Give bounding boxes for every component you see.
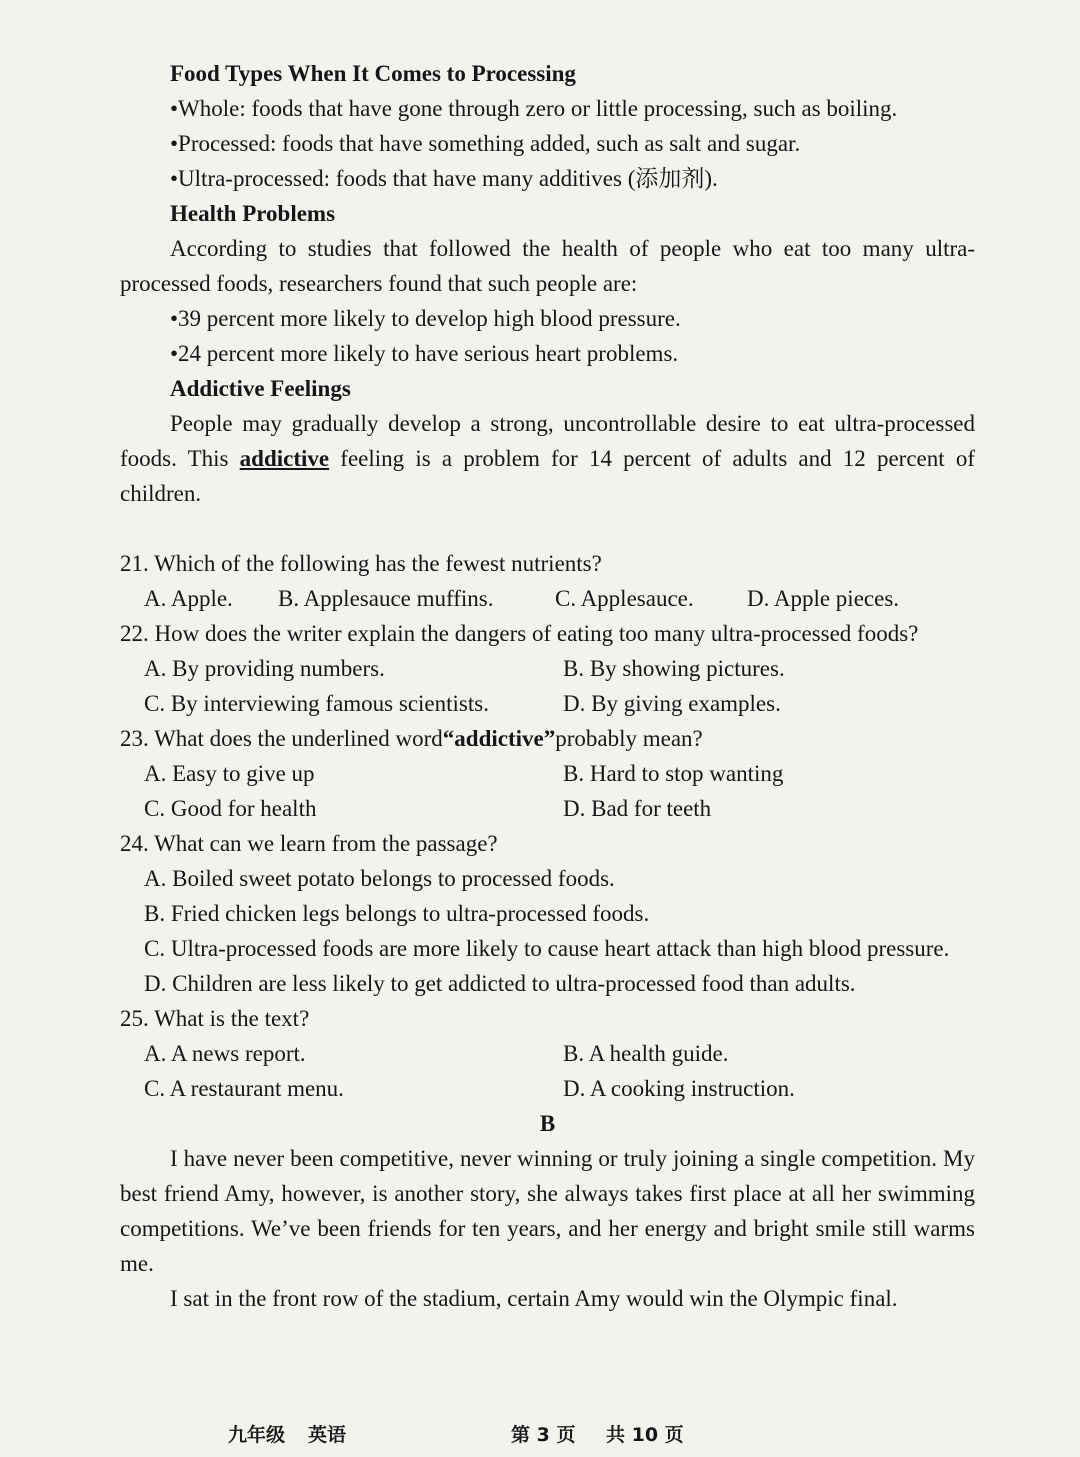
option-21d[interactable]: D. Apple pieces. <box>747 586 900 611</box>
bullet-processed: •Processed: foods that have something added, such as salt and sugar. <box>170 131 801 156</box>
bullet-whole: •Whole: foods that have gone through zero or little processing, such as boiling. <box>170 96 898 121</box>
option-22c[interactable]: C. By interviewing famous scientists. <box>144 691 489 716</box>
passage-b-paragraph-2: I sat in the front row of the stadium, certain Amy would win the Olympic final. <box>170 1286 898 1311</box>
option-21c[interactable]: C. Applesauce. <box>555 586 694 611</box>
option-24c[interactable]: C. Ultra-processed foods are more likely to cause heart attack than high blood pressure. <box>144 936 950 961</box>
option-23a[interactable]: A. Easy to give up <box>144 761 315 786</box>
option-24d[interactable]: D. Children are less likely to get addicted to ultra-processed food than adults. <box>144 971 856 996</box>
question-25: 25. What is the text? <box>120 1006 310 1031</box>
option-25d[interactable]: D. A cooking instruction. <box>563 1076 795 1101</box>
option-22a[interactable]: A. By providing numbers. <box>144 656 385 681</box>
question-22: 22. How does the writer explain the dangers of eating too many ultra-processed foods? <box>120 621 919 646</box>
option-25c[interactable]: C. A restaurant menu. <box>144 1076 344 1101</box>
spacer <box>120 511 975 546</box>
section-heading-food-types: Food Types When It Comes to Processing <box>170 61 576 86</box>
section-heading-addictive: Addictive Feelings <box>170 376 351 401</box>
stat-blood-pressure: •39 percent more likely to develop high blood pressure. <box>170 306 681 331</box>
footer-total-pages: 共 10 页 <box>606 1424 684 1446</box>
question-23-pre: 23. What does the underlined word <box>120 726 443 751</box>
addictive-paragraph <box>120 406 975 511</box>
footer-subject: 英语 <box>308 1424 347 1446</box>
question-23-options-row2 <box>120 791 975 826</box>
addictive-text-pre: People may gradually develop a strong, uncontrollable desire to eat ultra-processed foods. This <box>120 411 975 471</box>
option-25a[interactable]: A. A news report. <box>144 1041 306 1066</box>
question-25-options-row2 <box>120 1071 975 1106</box>
question-23-word: “addictive” <box>442 726 556 751</box>
bullet-ultra-processed: •Ultra-processed: foods that have many additives (添加剂). <box>170 166 718 191</box>
option-24b[interactable]: B. Fried chicken legs belongs to ultra-processed foods. <box>144 901 650 926</box>
option-23b[interactable]: B. Hard to stop wanting <box>563 761 784 786</box>
passage-b-paragraph-1: I have never been competitive, never winning or truly joining a single competition. My best friend Amy, however, is another story, she always takes first place at all her swimming competitions. We’ve been friends for ten years, and her energy and bright smile still warms me. <box>120 1146 975 1276</box>
question-23-post: probably mean? <box>555 726 703 751</box>
question-21-options <box>120 581 975 616</box>
option-25b[interactable]: B. A health guide. <box>563 1041 729 1066</box>
stat-heart: •24 percent more likely to have serious heart problems. <box>170 341 679 366</box>
footer-page-number: 第 3 页 <box>511 1424 576 1446</box>
underlined-word: addictive <box>239 446 330 471</box>
question-23-options-row1 <box>120 756 975 791</box>
question-23 <box>120 721 975 756</box>
passage-b-label: B <box>539 1111 556 1136</box>
addictive-text-post: feeling is a problem for 14 percent of adults and 12 percent of children. <box>120 446 975 506</box>
question-25-options-row1 <box>120 1036 975 1071</box>
question-22-options-row1 <box>120 651 975 686</box>
option-21a[interactable]: A. Apple. <box>144 586 233 611</box>
option-24a[interactable]: A. Boiled sweet potato belongs to processed foods. <box>144 866 615 891</box>
option-22b[interactable]: B. By showing pictures. <box>563 656 785 681</box>
option-22d[interactable]: D. By giving examples. <box>563 691 781 716</box>
option-23c[interactable]: C. Good for health <box>144 796 317 821</box>
question-22-options-row2 <box>120 686 975 721</box>
option-21b[interactable]: B. Applesauce muffins. <box>278 586 494 611</box>
footer-grade: 九年级 <box>228 1424 286 1446</box>
option-23d[interactable]: D. Bad for teeth <box>563 796 712 821</box>
question-21: 21. Which of the following has the fewest nutrients? <box>120 551 602 576</box>
page-content <box>120 56 975 1316</box>
section-heading-health: Health Problems <box>170 201 336 226</box>
health-paragraph: According to studies that followed the health of people who eat too many ultra-processed foods, researchers found that such people are: <box>120 236 975 296</box>
question-24: 24. What can we learn from the passage? <box>120 831 498 856</box>
